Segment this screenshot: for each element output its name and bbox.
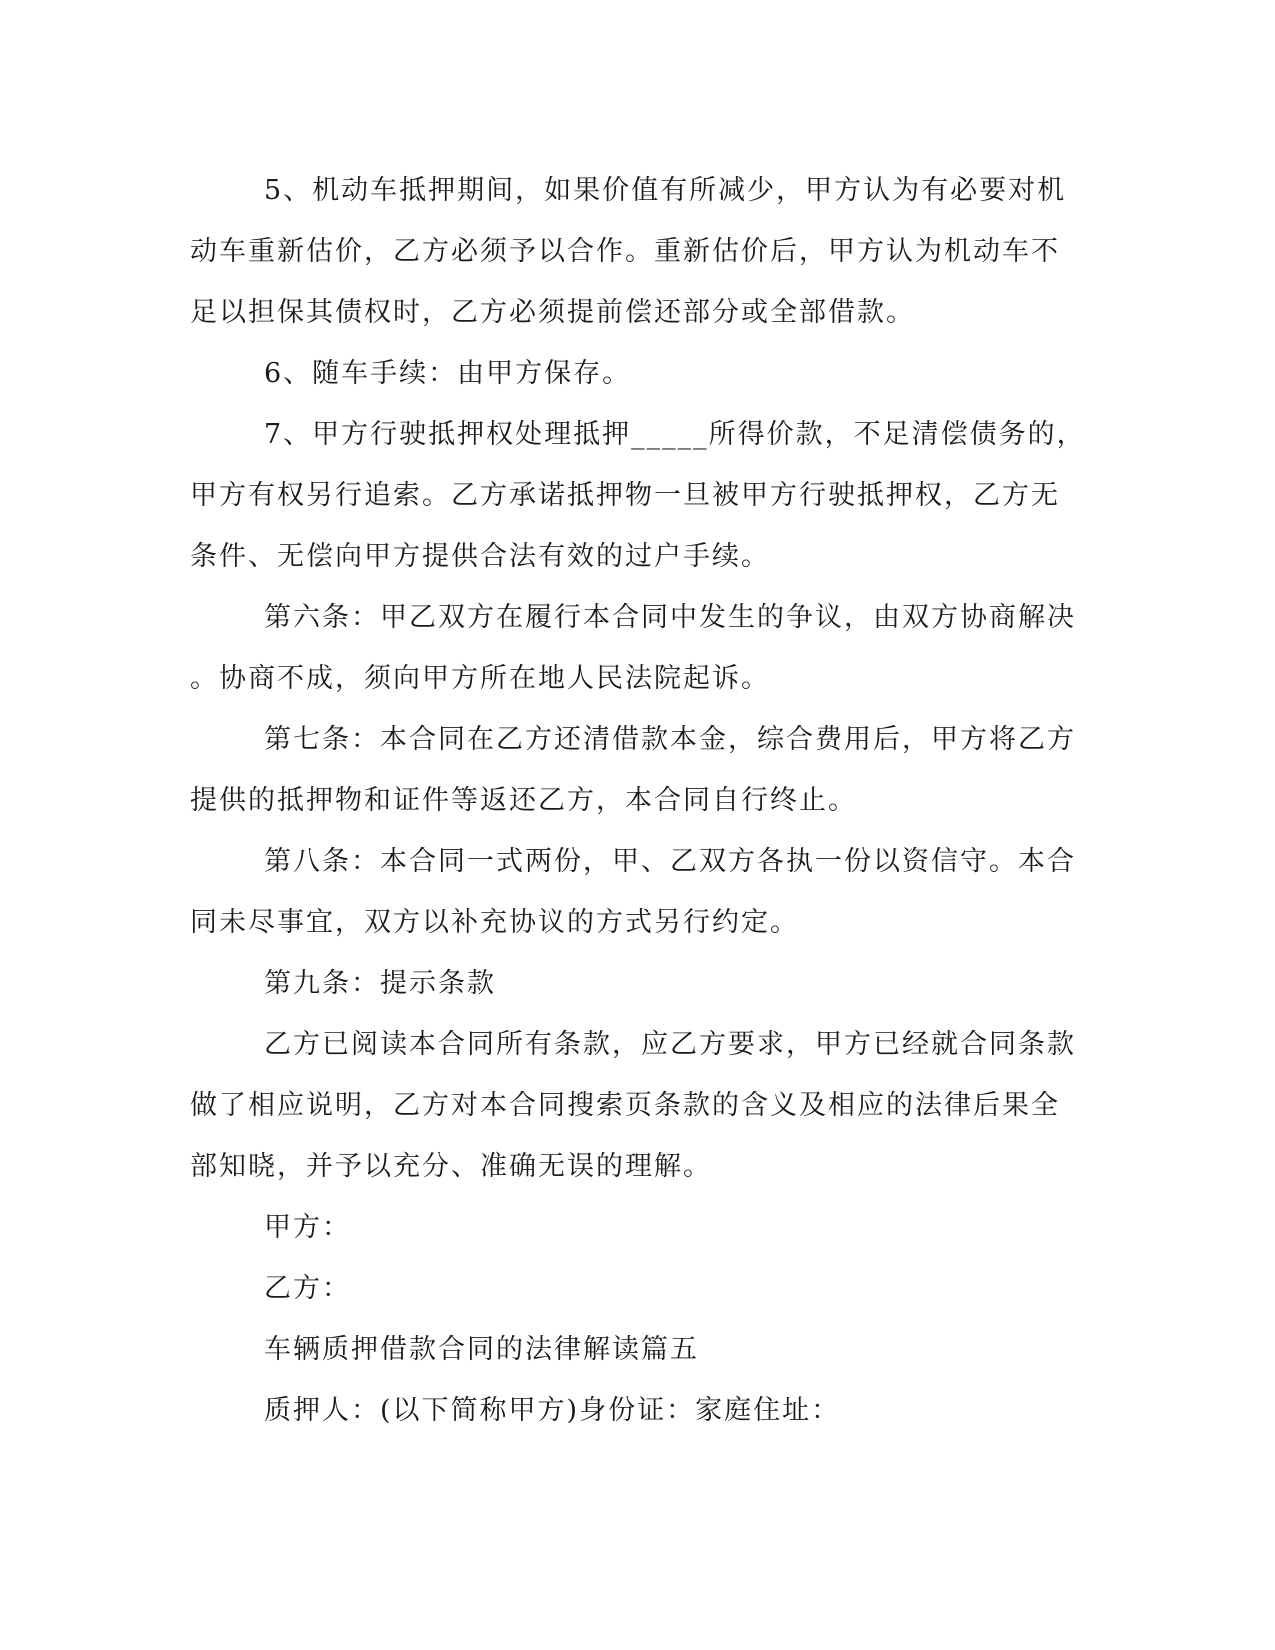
- text-line: 部知晓，并予以充分、准确无误的理解。: [190, 1151, 712, 1182]
- text-line: 提供的抵押物和证件等返还乙方，本合同自行终止。: [190, 785, 857, 816]
- text-line: 5、机动车抵押期间，如果价值有所减少，甲方认为有必要对机: [264, 175, 1067, 206]
- signature-party-b: 乙方：: [264, 1273, 351, 1304]
- signature-party-a: 甲方：: [264, 1212, 351, 1243]
- document-title: 车辆质押借款合同的法律解读篇五: [264, 1334, 699, 1365]
- text-line: 同未尽事宜，双方以补充协议的方式另行约定。: [190, 907, 799, 938]
- text-line: 甲方有权另行追索。乙方承诺抵押物一旦被甲方行驶抵押权，乙方无: [190, 480, 1060, 511]
- text-line: 7、甲方行驶抵押权处理抵押_____所得价款，不足清偿债务的，: [264, 419, 1086, 450]
- document-body: [190, 160, 1086, 1441]
- text-line: 足以担保其债权时，乙方必须提前偿还部分或全部借款。: [190, 297, 915, 328]
- text-line: 第七条：本合同在乙方还清借款本金，综合费用后，甲方将乙方: [264, 724, 1076, 755]
- text-line: 质押人：(以下简称甲方)身份证：家庭住址：: [264, 1395, 841, 1426]
- text-line: 第八条：本合同一式两份，甲、乙双方各执一份以资信守。本合: [264, 846, 1076, 877]
- text-line: 条件、无偿向甲方提供合法有效的过户手续。: [190, 541, 770, 572]
- text-line: 第六条：甲乙双方在履行本合同中发生的争议，由双方协商解决: [264, 602, 1076, 633]
- section-heading: 第九条：提示条款: [264, 968, 496, 999]
- text-line: 乙方已阅读本合同所有条款，应乙方要求，甲方已经就合同条款: [264, 1029, 1076, 1060]
- text-line: 做了相应说明，乙方对本合同搜索页条款的含义及相应的法律后果全: [190, 1090, 1060, 1121]
- text-line: 动车重新估价，乙方必须予以合作。重新估价后，甲方认为机动车不: [190, 236, 1060, 267]
- text-line: 6、随车手续：由甲方保存。: [264, 358, 632, 389]
- text-line: 。协商不成，须向甲方所在地人民法院起诉。: [190, 663, 770, 694]
